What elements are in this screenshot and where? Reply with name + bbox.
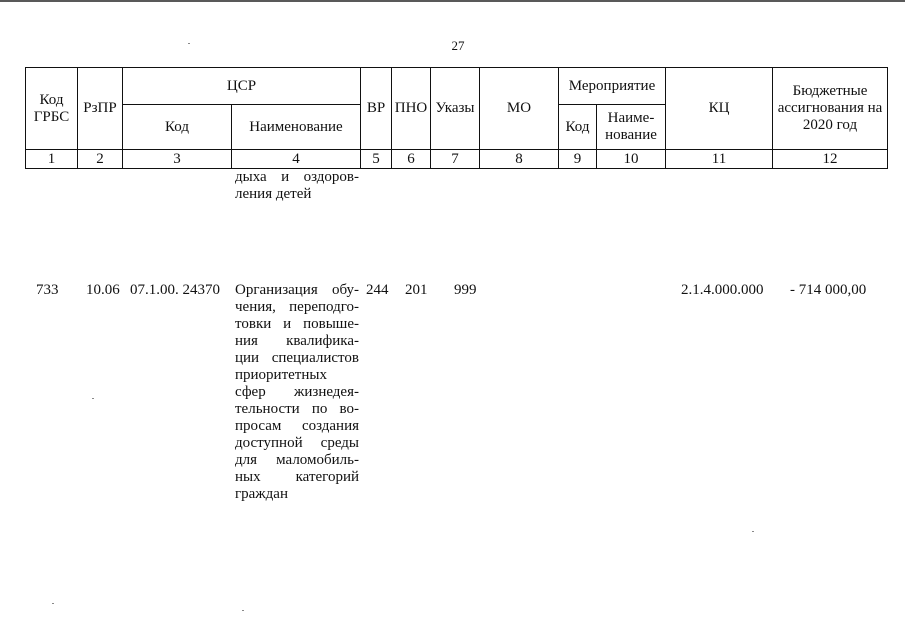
name-line: граждан [235,486,288,502]
cell-csr-kod: 07.1.00. 24370 [130,282,220,298]
header-csr-name: Наименование [232,105,361,150]
cell-ukazy: 999 [454,282,477,298]
cell-kod-grbs: 733 [36,282,59,298]
name-line: сфер жизнедея- [235,384,359,400]
column-number: 1 [26,150,78,169]
column-number: 3 [123,150,232,169]
name-line: доступной среды [235,435,359,451]
header-mer-name: Наиме-нование [597,105,666,150]
header-csr: ЦСР [123,68,361,105]
column-number: 12 [773,150,888,169]
budget-table-header [25,67,888,169]
continuation-line: ления детей [235,186,312,202]
header-meropriyatie: Мероприятие [559,68,666,105]
scan-speck [52,603,54,604]
continuation-line: дыха и оздоров- [235,169,359,185]
name-line: приоритетных [235,367,327,383]
cell-pno: 201 [405,282,428,298]
column-number: 8 [480,150,559,169]
continuation-text [235,169,359,203]
name-line: для маломобиль- [235,452,359,468]
name-line: просам создания [235,418,359,434]
column-number: 11 [666,150,773,169]
cell-csr-name [235,282,359,503]
header-pno: ПНО [392,68,431,150]
column-number: 10 [597,150,666,169]
name-line: товки и повыше- [235,316,359,332]
scan-speck [92,398,94,399]
name-line: ния квалифика- [235,333,359,349]
header-ukazy: Указы [431,68,480,150]
cell-rzpr: 10.06 [86,282,120,298]
page-top-border [0,0,905,2]
header-kc: КЦ [666,68,773,150]
header-rzpr: РзПР [78,68,123,150]
column-number: 2 [78,150,123,169]
scan-speck [188,43,190,44]
cell-amount: - 714 000,00 [790,282,867,298]
header-vr: ВР [361,68,392,150]
column-number: 7 [431,150,480,169]
header-budget: Бюджетные ассигнования на 2020 год [773,68,888,150]
header-csr-kod: Код [123,105,232,150]
column-number: 5 [361,150,392,169]
column-number: 6 [392,150,431,169]
name-line: ции специалистов [235,350,359,366]
scan-speck [752,531,754,532]
scan-speck [242,610,244,611]
page-number: 27 [451,38,465,53]
column-number: 9 [559,150,597,169]
header-kod-grbs: Код ГРБС [26,68,78,150]
header-mer-kod: Код [559,105,597,150]
cell-vr: 244 [366,282,389,298]
column-number: 4 [232,150,361,169]
name-line: тельности по во- [235,401,359,417]
name-line: чения, переподго- [235,299,359,315]
cell-kc: 2.1.4.000.000 [681,282,764,298]
name-line: ных категорий [235,469,359,485]
name-line: Организация обу- [235,282,359,298]
header-mo: МО [480,68,559,150]
